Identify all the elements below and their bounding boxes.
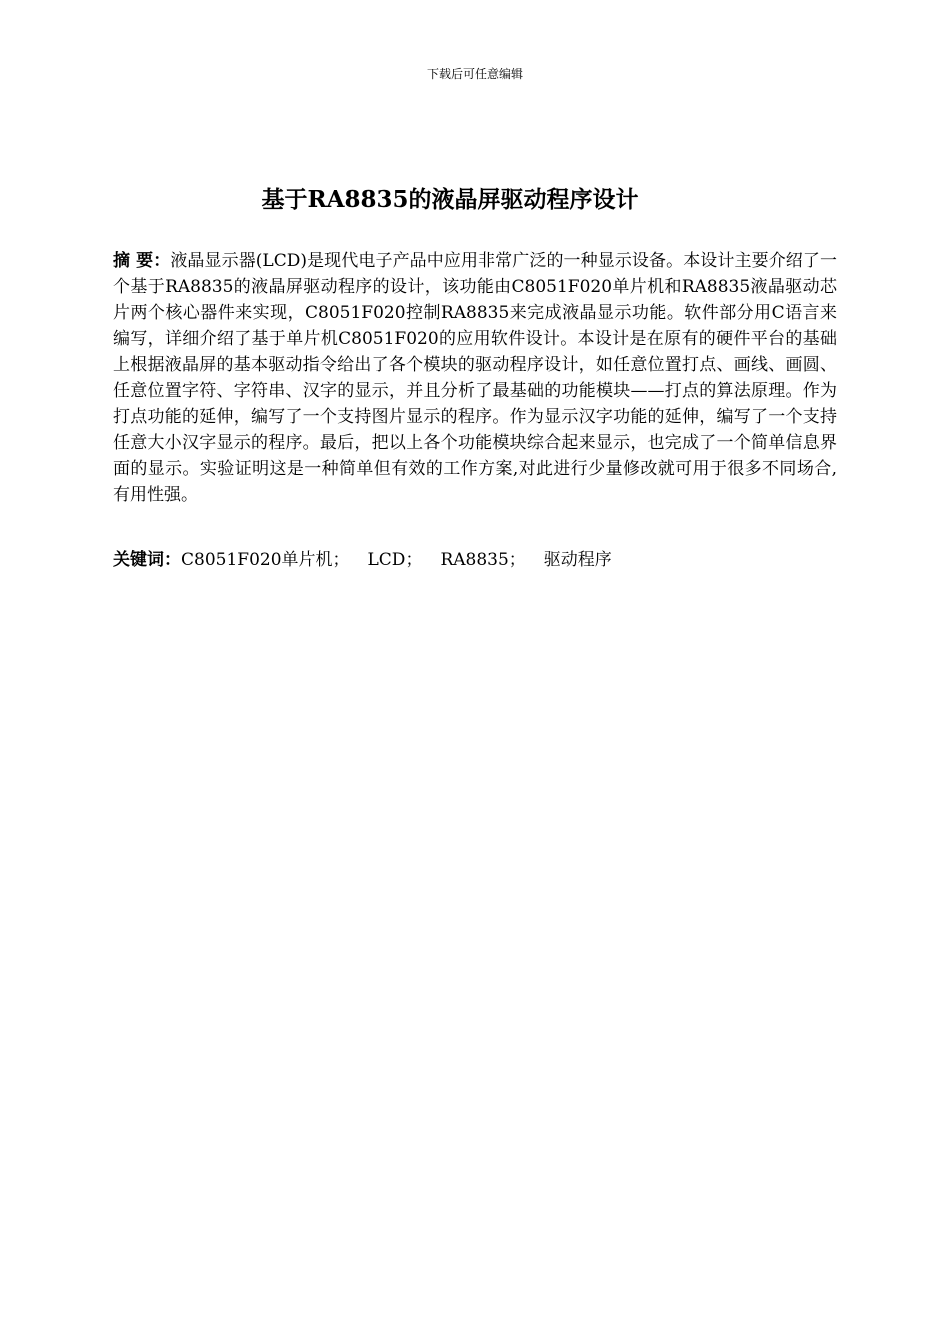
keywords-label: 关键词： [113,550,181,570]
page-header: 下载后可任意编辑 [426,67,523,81]
keyword-item: C8051F020单片机； [181,550,350,570]
document-title: 基于RA8835的液晶屏驱动程序设计 [261,186,639,213]
abstract-text: 液晶显示器(LCD)是现代电子产品中应用非常广泛的一种显示设备。本设计主要介绍了一个基于RA8835的液晶屏驱动程序的设计，该功能由C8051F020单片机和RA8835液晶驱动芯片两个核心器件来实现，C8051F020控制RA8835来完成液晶显示功能。软件部分用C语言来编写，详细介绍了基于单片机C8051F020的应用软件设计。本设计是在原有的硬件平台的基础上根据液晶屏的基本驱动指令给出了各个模块的驱动程序设计，如任意位置打点、画线、画圆、任意位置字符、字符串、汉字的显示，并且分析了最基础的功能模块——打点的算法原理。作为打点功能的延伸，编写了一个支持图片显示的程序。作为显示汉字功能的延伸，编写了一个支持任意大小汉字显示的程序。最后，把以上各个功能模块综合起来显示，也完成了一个简单信息界面的显示。实验证明这是一种简单但有效的工作方案,对此进行少量修改就可用于很多不同场合,有用性强。 [113,251,837,505]
abstract-label: 摘 要： [113,251,171,271]
keyword-item: LCD； [367,550,423,570]
keyword-item: RA8835； [440,550,526,570]
keywords-line [113,547,837,573]
keyword-item: 驱动程序 [543,550,612,570]
abstract-paragraph [113,248,837,508]
